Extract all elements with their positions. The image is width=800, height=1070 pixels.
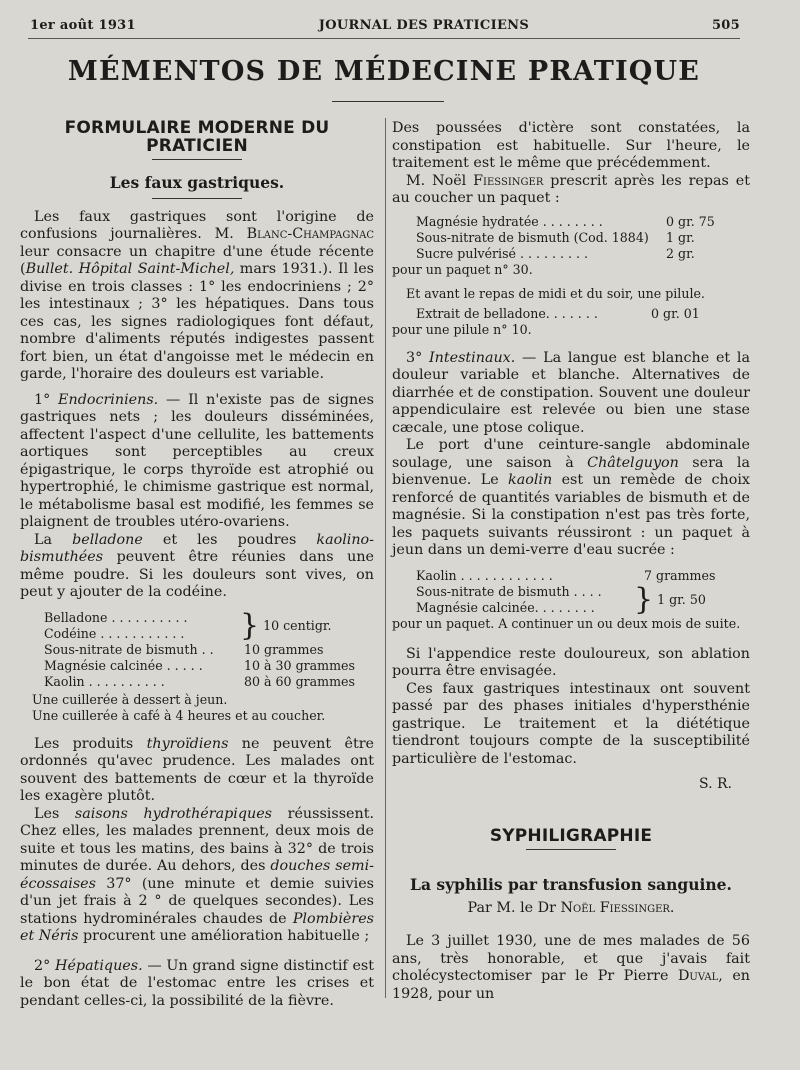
prescription-row: Extrait de belladone. . . . . . . 0 gr. 01 — [416, 305, 700, 321]
dosage-note: Et avant le repas de midi et du soir, une pilule. — [406, 285, 705, 301]
prescription-row: Kaolin . . . . . . . . . . 80 à 60 grammes — [44, 673, 355, 689]
paragraph: Le 3 juillet 1930, une de mes malades de 56 ans, très honorable, et que j'avais fait cholécystectomiser par le Pr Pierre Duval, en 1928, pour un — [392, 933, 750, 1002]
brace: } — [240, 607, 260, 643]
paragraph: M. Noël Fiessinger prescrit après les repas et au coucher un paquet : — [392, 172, 750, 206]
brace: } — [634, 581, 654, 617]
paragraph: Les faux gastriques sont l'origine de confusions journalières. M. Blanc-Champagnac leur consacre un chapitre d'une étude récente (Bullet. Hôpital Saint-Michel, mars 1931.). Il les divise en trois classes : 1° les endocriniens ; 2° les intestinaux ; 3° les hépatiques. Dans tous ces cas, les signes radiologiques font défaut, nombre d'aliments réputés indigestes passent fort bien, un état d'angoisse met le médecin en garde, l'horaire des douleurs est variable. — [20, 208, 374, 382]
paragraph: 1° Endocriniens. — Il n'existe pas de signes gastriques nets ; les douleurs disséminées, affectent l'aspect d'une cellulite, les battements aortiques sont perceptibles au creux épigastrique, le corps thyroïde est atrophié ou hypertrophié, le chimisme gastrique est normal, le métabolisme basal est modifié, les femmes se plaignent de troubles utéro-ovariens. — [20, 391, 374, 530]
prescription-row: Magnésie hydratée . . . . . . . . 0 gr. 75 — [416, 213, 715, 229]
page-title: MÉMENTOS DE MÉDECINE PRATIQUE — [67, 56, 701, 87]
title-rule — [332, 101, 444, 102]
ingredient: Magnésie calcinée. . . . . . . . — [416, 599, 595, 615]
prescription — [416, 306, 750, 322]
paragraph: Ces faux gastriques intestinaux ont souvent passé par des phases initiales d'hypersthénie gastrique. Le traitement et la diététique tiendront toujours compte de la susceptibilité particulière de l'estomac. — [392, 680, 750, 767]
signature: S. R. — [699, 776, 732, 792]
dose: 10 centigr. — [263, 617, 332, 633]
prescription-row: Magnésie calcinée . . . . . 10 à 30 grammes — [44, 657, 355, 673]
byline: Par M. le Dr Noël Fiessinger. — [467, 899, 675, 916]
dosage-note: pour un paquet. A continuer un ou deux mois de suite. — [392, 615, 741, 631]
dosage-note: pour un paquet n° 30. — [392, 261, 533, 277]
section-rule — [526, 849, 616, 850]
ingredient: Sous-nitrate de bismuth . . . . — [416, 583, 602, 599]
paragraph: Si l'appendice reste douloureux, son ablation pourra être envisagée. — [392, 645, 750, 679]
dose: 1 gr. 50 — [657, 591, 706, 607]
prescription — [416, 568, 750, 616]
right-column — [392, 120, 750, 1003]
paragraph: 3° Intestinaux. — La langue est blanche et la douleur variable et blanche. Alternatives de diarrhée et de constipation. Souvent une douleur appendiculaire est relevée ou bien une stase cæcale, une ptose colique. — [392, 349, 750, 436]
prescription — [416, 214, 750, 262]
left-column — [20, 120, 374, 1010]
header-rule — [28, 38, 740, 39]
ingredient: Codéine . . . . . . . . . . . — [44, 625, 185, 641]
prescription-group — [416, 581, 750, 617]
prescription-row: Sous-nitrate de bismuth . . 10 grammes — [44, 641, 324, 657]
dosage-note: Une cuillerée à café à 4 heures et au coucher. — [32, 707, 326, 723]
prescription-row: Sucre pulvérisé . . . . . . . . . 2 gr. — [416, 245, 695, 261]
paragraph: 2° Hépatiques. — Un grand signe distinctif est le bon état de l'estomac entre les crises et pendant celles-ci, la possibilité de la fièvre. — [20, 957, 374, 1009]
running-header — [30, 18, 740, 33]
page-number: 505 — [711, 18, 740, 33]
column-divider — [385, 118, 386, 998]
ingredient: Belladone . . . . . . . . . . — [44, 609, 188, 625]
prescription-row: Kaolin . . . . . . . . . . . . 7 grammes — [416, 567, 716, 583]
subtitle-rule — [152, 198, 242, 199]
section-title: SYPHILIGRAPHIE — [489, 825, 653, 846]
prescription — [44, 607, 374, 690]
section-rule — [152, 159, 242, 160]
paragraph: Les produits thyroïdiens ne peuvent être ordonnés qu'avec prudence. Les malades ont souvent des battements de cœur et la thyroïde les exagère plutôt. — [20, 735, 374, 804]
dosage-note: pour une pilule n° 10. — [392, 321, 532, 337]
dosage-note: Une cuillerée à dessert à jeun. — [32, 691, 228, 707]
paragraph: Les saisons hydrothérapiques réussissent. Chez elles, les malades prennent, deux mois de suite et tous les matins, des bains à 32° de trois minutes de durée. Au dehors, des douches semi-écossaises 37° (une minute et demie suivies d'un jet frais à 2 ° de quelques secondes). Les stations hydrominérales chaudes de Plombières et Néris procurent une amélioration habituelle ; — [20, 805, 374, 944]
issue-date: 1er août 1931 — [30, 18, 136, 33]
paragraph: La belladone et les poudres kaolino-bismuthées peuvent être réunies dans une même poudre. Si les douleurs sont vives, on peut y ajouter de la codéine. — [20, 531, 374, 600]
paragraph: Le port d'une ceinture-sangle abdominale soulage, une saison à Châtelguyon sera la bienvenue. Le kaolin est un remède de choix renforcé de quantités variables de bismuth et de magnésie. Si la constipation n'est pas très forte, les paquets suivants réussiront : un paquet à jeun dans un demi-verre d'eau sucrée : — [392, 437, 750, 558]
article-title: La syphilis par transfusion sanguine. — [410, 875, 732, 894]
paragraph: Des poussées d'ictère sont constatées, la constipation est habituelle. Sur l'heure, le traitement est le même que précédemment. — [392, 120, 750, 171]
journal-name: JOURNAL DES PRATICIENS — [318, 18, 530, 33]
article-subtitle: Les faux gastriques. — [109, 173, 285, 192]
prescription-row: Sous-nitrate de bismuth (Cod. 1884) 1 gr. — [416, 229, 695, 245]
section-title: FORMULAIRE MODERNE DU PRATICIEN — [64, 118, 330, 156]
prescription-group — [44, 607, 374, 643]
